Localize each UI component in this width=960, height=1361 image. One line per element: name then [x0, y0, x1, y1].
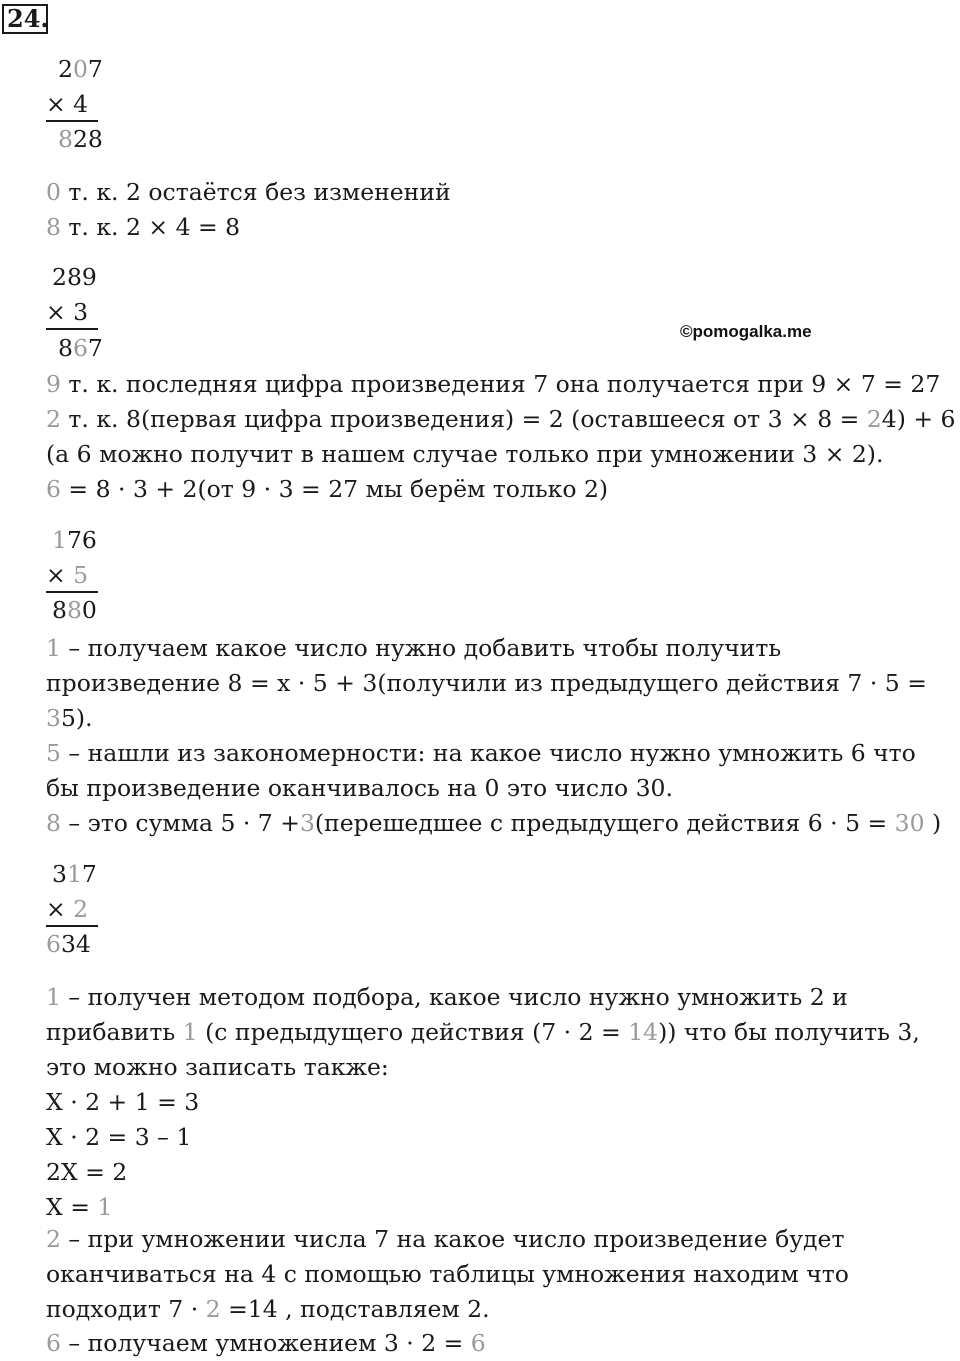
ex4-equation-2: X · 2 = 3 – 1 — [46, 1123, 192, 1151]
ex3-note-6: 8 – это сумма 5 · 7 +3(перешедшее с предыдущего действия 6 · 5 = 30 ) — [46, 809, 942, 837]
ex3-note-2: произведение 8 = x · 5 + 3(получили из предыдущего действия 7 · 5 = — [46, 669, 927, 697]
ex3-note-3: 35). — [46, 704, 93, 732]
ex2-note-4: 6 = 8 · 3 + 2(от 9 · 3 = 27 мы берём только 2) — [46, 475, 609, 503]
ex3-note-4: 5 – нашли из закономерности: на какое число нужно умножить 6 что — [46, 739, 916, 767]
ex4-note-2: прибавить 1 (с предыдущего действия (7 · 2 = 14)) что бы получить 3, — [46, 1018, 920, 1046]
ex3-note-1: 1 – получаем какое число нужно добавить чтобы получить — [46, 634, 782, 662]
ex4-note-6: подходит 7 · 2 =14 , подставляем 2. — [46, 1295, 490, 1323]
ex1-multiplier: × 4 — [46, 89, 98, 122]
ex4-equation-1: X · 2 + 1 = 3 — [46, 1088, 200, 1116]
ex4-multiplicand: 317 — [52, 860, 97, 888]
ex4-equation-4: X = 1 — [46, 1193, 113, 1221]
ex2-note-1: 9 т. к. последняя цифра произведения 7 она получается при 9 × 7 = 27 — [46, 370, 941, 398]
ex4-note-1: 1 – получен методом подбора, какое число нужно умножить 2 и — [46, 983, 848, 1011]
ex2-multiplicand: 289 — [52, 263, 97, 291]
ex3-product: 880 — [52, 596, 97, 624]
ex1-note-1: 0 т. к. 2 остаётся без изменений — [46, 178, 451, 206]
ex4-note-4: 2 – при умножении числа 7 на какое число произведение будет — [46, 1225, 845, 1253]
ex2-note-3: (а 6 можно получит в нашем случае только при умножении 3 × 2). — [46, 440, 884, 468]
ex4-multiplier: × 2 — [46, 894, 98, 927]
ex1-product: 828 — [58, 125, 103, 153]
ex3-multiplier: × 5 — [46, 560, 98, 593]
ex4-equation-3: 2X = 2 — [46, 1158, 128, 1186]
ex4-product: 634 — [46, 930, 91, 958]
ex2-note-2: 2 т. к. 8(первая цифра произведения) = 2 (оставшееся от 3 × 8 = 24) + 6 — [46, 405, 956, 433]
task-number: 24. — [2, 4, 48, 34]
ex1-multiplicand: 207 — [58, 55, 103, 83]
ex4-note-3: это можно записать также: — [46, 1053, 389, 1081]
ex4-note-5: оканчиваться на 4 с помощью таблицы умножения находим что — [46, 1260, 849, 1288]
ex3-note-5: бы произведение оканчивалось на 0 это число 30. — [46, 774, 673, 802]
ex4-note-7: 6 – получаем умножением 3 · 2 = 6 — [46, 1329, 486, 1357]
ex2-product: 867 — [58, 334, 103, 362]
ex3-multiplicand: 176 — [52, 526, 97, 554]
ex2-multiplier: × 3 — [46, 297, 98, 330]
ex1-note-2: 8 т. к. 2 × 4 = 8 — [46, 213, 241, 241]
watermark: ©pomogalka.me — [680, 322, 812, 341]
